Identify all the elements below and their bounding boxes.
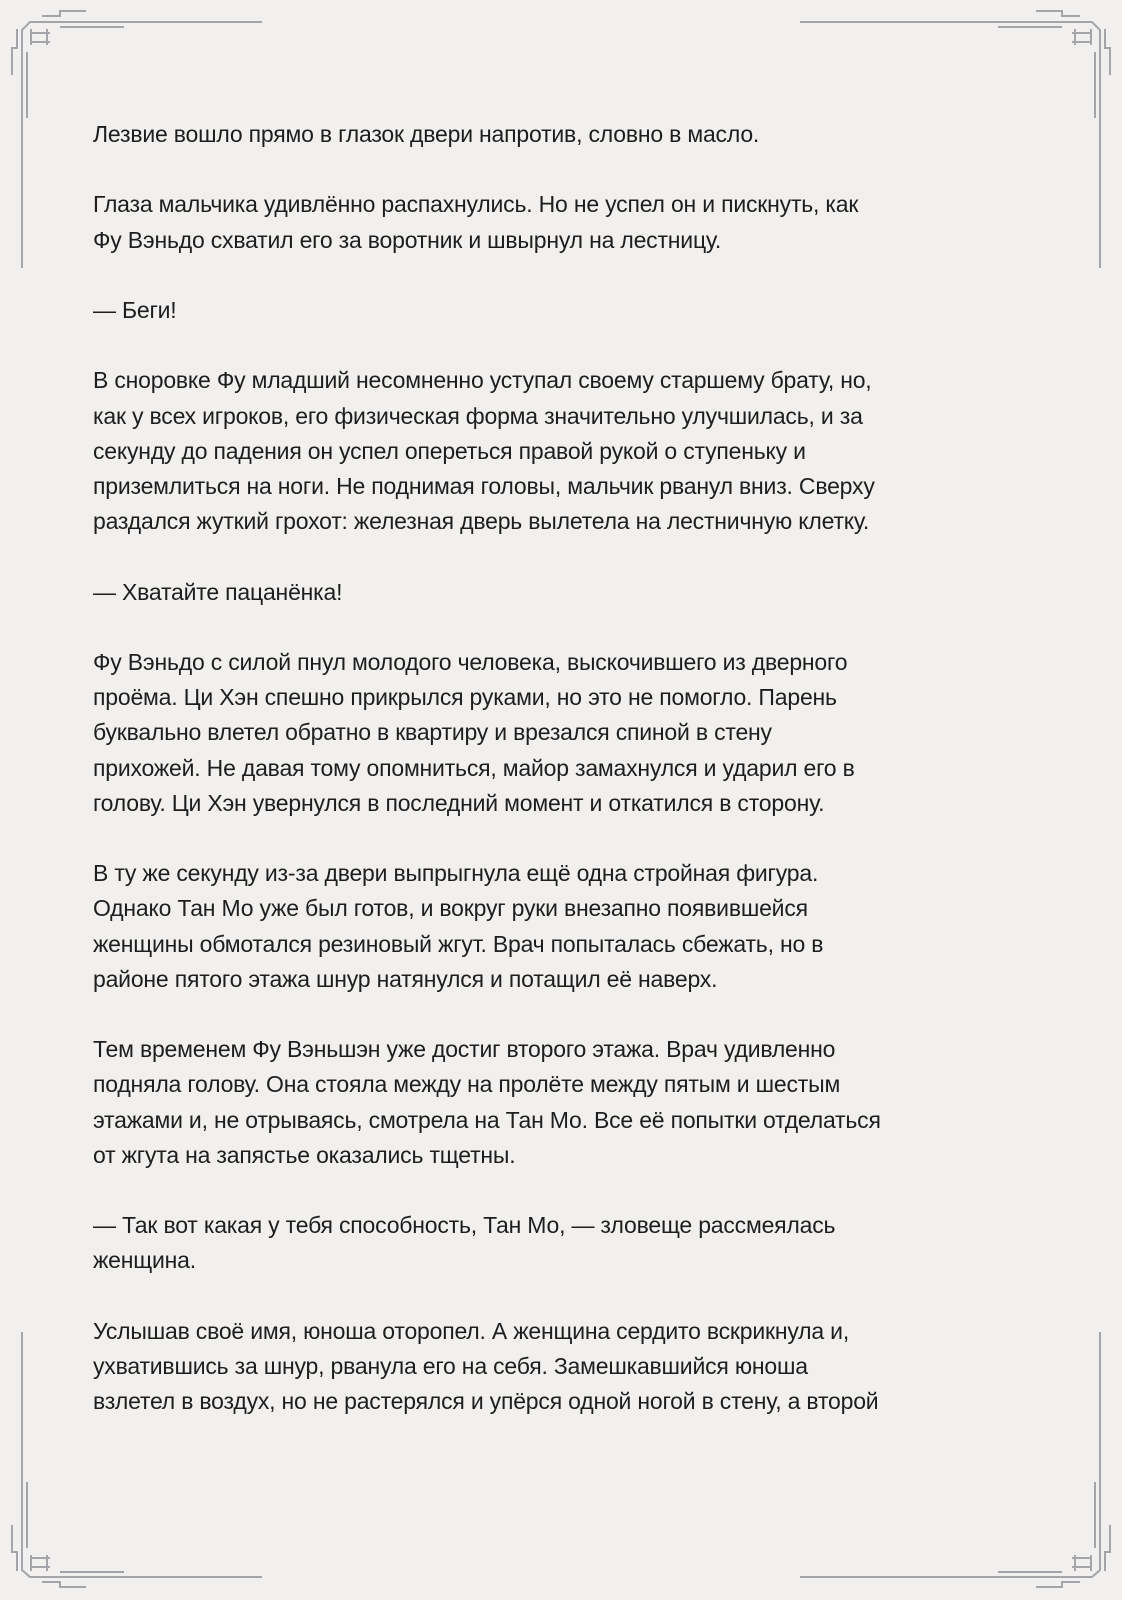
text-line: В сноровке Фу младший несомненно уступал своему старшему брату, но, (93, 367, 872, 394)
paragraph (93, 363, 1013, 539)
text-line: Лезвие вошло прямо в глазок двери напротив, словно в масло. (93, 121, 760, 147)
text-line: раздался жуткий грохот: железная дверь вылетела на лестничную клетку. (93, 508, 870, 535)
text-line: — Беги! (93, 296, 177, 323)
text-line: — Так вот какая у тебя способность, Тан Мо, — зловеще рассмеялась (93, 1212, 836, 1239)
paragraph (93, 1314, 1013, 1420)
text-line: буквально влетел обратно в квартиру и врезался спиной в стену (93, 719, 772, 746)
paragraph (93, 1032, 1013, 1173)
text-line: от жгута на запястье оказались тщетны. (93, 1141, 516, 1168)
text-line: В ту же секунду из-за двери выпрыгнула ещё одна стройная фигура. (93, 860, 819, 887)
text-line: как у всех игроков, его физическая форма значительно улучшилась, и за (93, 402, 863, 429)
dialogue-paragraph (93, 575, 1013, 610)
text-line: этажами и, не отрываясь, смотрела на Тан Мо. Все её попытки отделаться (93, 1106, 881, 1133)
text-line: — Хватайте пацанёнка! (93, 578, 343, 605)
text-line: женщина. (93, 1247, 196, 1274)
text-line: Фу Вэньдо схватил его за воротник и швырнул на лестницу. (93, 226, 722, 253)
paragraph (93, 645, 1013, 821)
text-line: Услышав своё имя, юноша оторопел. А женщина сердито вскрикнула и, (93, 1317, 850, 1344)
text-line: районе пятого этажа шнур натянулся и потащил её наверх. (93, 965, 718, 992)
text-line: приземлиться на ноги. Не поднимая головы, мальчик рванул вниз. Сверху (93, 472, 875, 499)
text-line: взлетел в воздух, но не растерялся и упёрся одной ногой в стену, а второй (93, 1388, 879, 1415)
document-body (93, 117, 1013, 1455)
text-line: проёма. Ци Хэн спешно прикрылся руками, но это не помогло. Парень (93, 684, 837, 711)
text-line: подняла голову. Она стояла между на пролёте между пятым и шестым (93, 1071, 841, 1098)
paragraph (93, 187, 1013, 257)
text-line: Фу Вэньдо с силой пнул молодого человека, выскочившего из дверного (93, 648, 848, 675)
paragraph (93, 117, 1013, 152)
text-line: ухватившись за шнур, рванула его на себя. Замешкавшийся юноша (93, 1352, 808, 1379)
text-line: голову. Ци Хэн увернулся в последний момент и откатился в сторону. (93, 789, 825, 816)
text-line: Тем временем Фу Вэньшэн уже достиг второго этажа. Врач удивленно (93, 1036, 836, 1063)
text-line: прихожей. Не давая тому опомниться, майор замахнулся и ударил его в (93, 754, 855, 781)
text-line: женщины обмотался резиновый жгут. Врач попыталась сбежать, но в (93, 930, 824, 957)
text-line: Глаза мальчика удивлённо распахнулись. Но не успел он и пискнуть, как (93, 191, 859, 218)
text-line: Однако Тан Мо уже был готов, и вокруг руки внезапно появившейся (93, 895, 808, 922)
dialogue-paragraph (93, 293, 1013, 328)
dialogue-paragraph (93, 1208, 1013, 1278)
text-line: секунду до падения он успел опереться правой рукой о ступеньку и (93, 437, 806, 464)
paragraph (93, 856, 1013, 997)
